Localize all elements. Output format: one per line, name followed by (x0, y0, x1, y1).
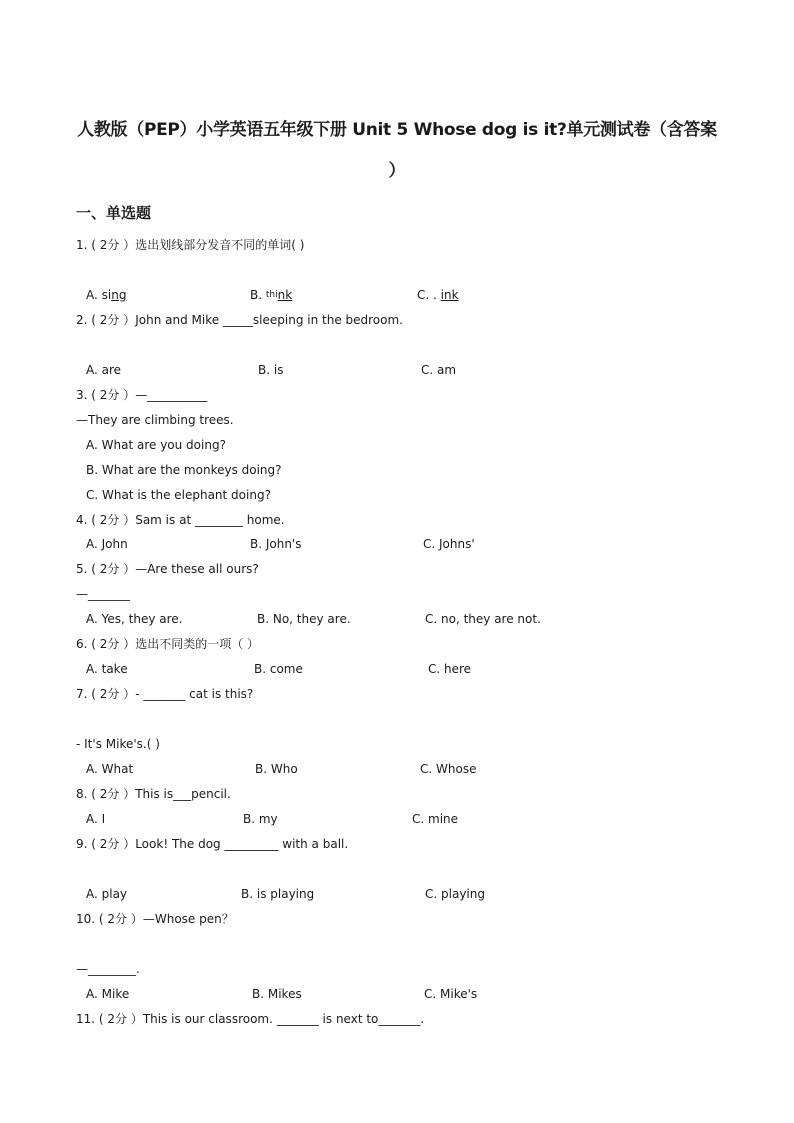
question-6-option-b: B. come (254, 662, 303, 676)
question-4-prompt: 4. ( 2分 ）Sam is at ________ home. (76, 513, 285, 527)
question-5-option-c: C. no, they are not. (425, 612, 541, 626)
question-11-prompt: 11. ( 2分 ）This is our classroom. _______ is next to_______. (76, 1012, 425, 1026)
question-10-option-c: C. Mike's (424, 987, 478, 1001)
question-6-prompt: 6. ( 2分 ）选出不同类的一项（ ） (76, 637, 260, 651)
question-4-option-c: C. Johns' (423, 537, 475, 551)
question-5-prompt: 5. ( 2分 ）—Are these all ours? (76, 562, 259, 576)
question-10-answer-line: —________. (76, 962, 140, 976)
question-2-option-c: C. am (421, 363, 457, 377)
question-2-option-b: B. is (258, 363, 284, 377)
question-7-option-a: A. What (86, 762, 134, 776)
question-4-option-a: A. John (86, 537, 128, 551)
question-7-option-c: C. Whose (420, 762, 477, 776)
question-5-answer-line: —_______ (76, 587, 130, 601)
question-5-option-a: A. Yes, they are. (86, 612, 183, 626)
question-1-option-a: A. sing (86, 288, 127, 302)
question-10-prompt: 10. ( 2分 ）—Whose pen？ (76, 912, 234, 926)
section-heading: 一、单选题 (76, 204, 152, 222)
page-title-tail: ） (388, 161, 406, 181)
question-2-prompt: 2. ( 2分 ）John and Mike _____sleeping in the bedroom. (76, 313, 403, 327)
question-9-option-c: C. playing (425, 887, 485, 901)
question-9-prompt: 9. ( 2分 ）Look! The dog _________ with a ball. (76, 837, 349, 851)
question-1-option-b: B. think (250, 288, 293, 302)
question-7-answer-line: - It's Mike's.( ) (76, 737, 160, 751)
question-9-option-a: A. play (86, 887, 128, 901)
question-10-option-a: A. Mike (86, 987, 130, 1001)
question-4-option-b: B. John's (250, 537, 302, 551)
question-8-option-b: B. my (243, 812, 278, 826)
question-3-option-a: A. What are you doing? (86, 438, 226, 452)
question-7-prompt: 7. ( 2分 ）- _______ cat is this? (76, 687, 254, 701)
question-8-prompt: 8. ( 2分 ）This is___pencil. (76, 787, 231, 801)
question-8-option-c: C. mine (412, 812, 459, 826)
question-7-option-b: B. Who (255, 762, 298, 776)
question-6-option-a: A. take (86, 662, 128, 676)
question-1-prompt: 1. ( 2分 ）选出划线部分发音不同的单词( ) (76, 238, 305, 252)
question-6-option-c: C. here (428, 662, 472, 676)
question-9-option-b: B. is playing (241, 887, 315, 901)
question-5-option-b: B. No, they are. (257, 612, 351, 626)
question-8-option-a: A. I (86, 812, 106, 826)
question-3-answer-line: —They are climbing trees. (76, 413, 234, 427)
question-10-option-b: B. Mikes (252, 987, 302, 1001)
page-title: 人教版（PEP）小学英语五年级下册 Unit 5 Whose dog is it?单元测试卷（含答案 (77, 120, 717, 140)
question-3-prompt: 3. ( 2分 ）—__________ (76, 388, 208, 402)
question-3-option-c: C. What is the elephant doing? (86, 488, 271, 502)
question-1-option-c: C. . ink (417, 288, 459, 302)
question-3-option-b: B. What are the monkeys doing? (86, 463, 282, 477)
question-2-option-a: A. are (86, 363, 122, 377)
